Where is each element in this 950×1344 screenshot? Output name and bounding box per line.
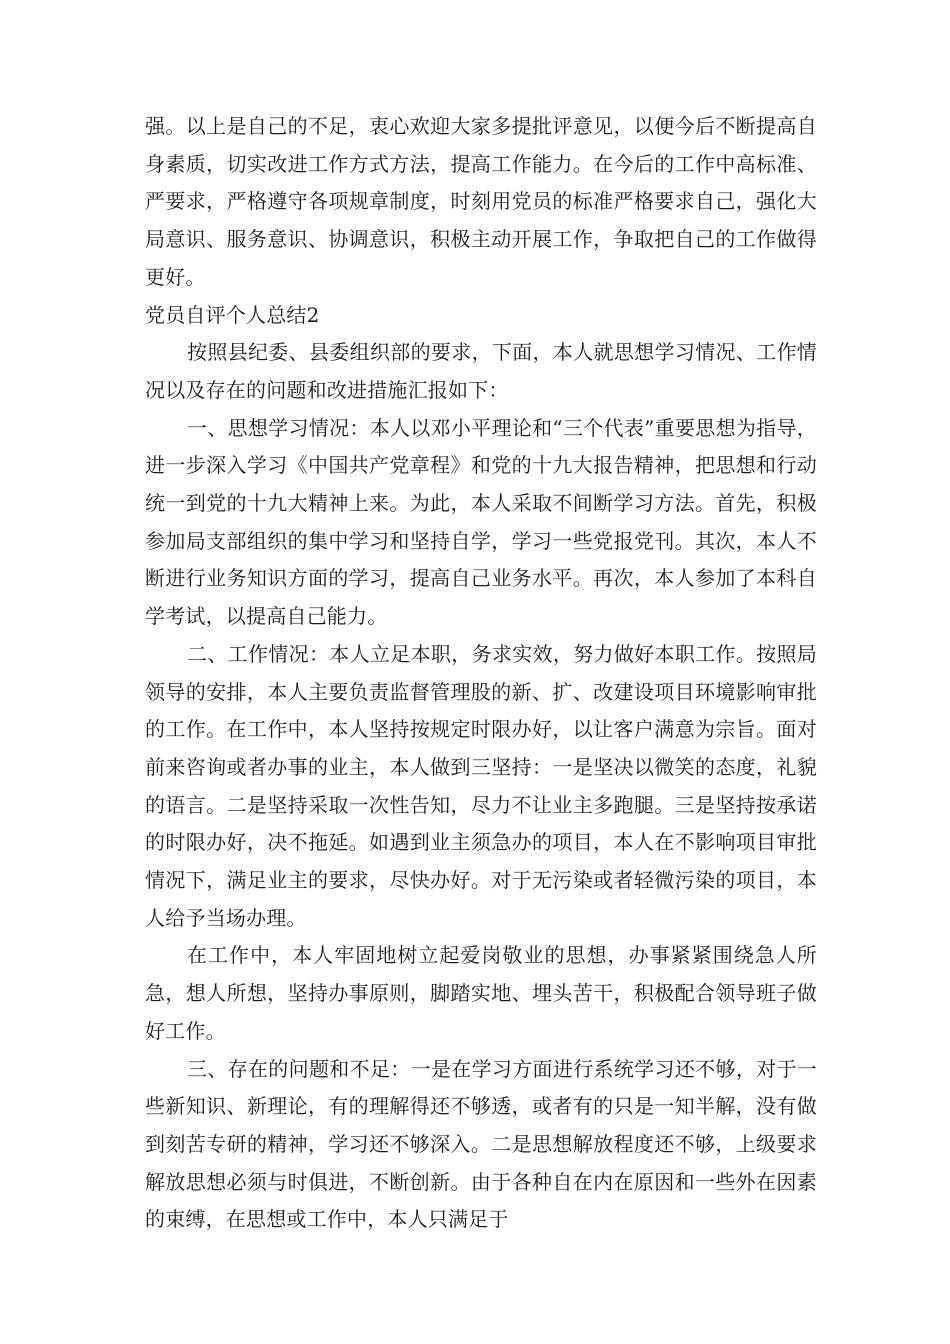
document-page <box>145 108 817 1239</box>
work-paragraph: 二、工作情况：本人立足本职，务求实效，努力做好本职工作。按照局领导的安排，本人主要负责监督管理股的新、扩、改建设项目环境影响审批的工作。在工作中，本人坚持按规定时限办好，以让客户满意为宗旨。面对前来咨询或者办事的业主，本人做到三坚持：一是坚决以微笑的态度，礼貌的语言。二是坚持采取一次性告知，尽力不让业主多跑腿。三是坚持按承诺的时限办好，决不拖延。如遇到业主须急办的项目，本人在不影响项目审批情况下，满足业主的要求，尽快办好。对于无污染或者轻微污染的项目，本人给予当场办理。 <box>145 641 817 930</box>
study-paragraph: 一、思想学习情况：本人以邓小平理论和“三个代表”重要思想为指导，进一步深入学习《中国共产党章程》和党的十九大报告精神，把思想和行动统一到党的十九大精神上来。为此，本人采取不间断学习方法。首先，积极参加局支部组织的集中学习和坚持自学，学习一些党报党刊。其次，本人不断进行业务知识方面的学习，提高自己业务水平。再次，本人参加了本科自学考试，以提高自己能力。 <box>145 415 817 629</box>
problems-paragraph: 三、存在的问题和不足：一是在学习方面进行系统学习还不够，对于一些新知识、新理论，有的理解得还不够透，或者有的只是一知半解，没有做到刻苦专研的精神，学习还不够深入。二是思想解放程度还不够，上级要求解放思想必须与时俱进，不断创新。由于各种自在内在原因和一些外在因素的束缚，在思想或工作中，本人只满足于 <box>145 1056 817 1232</box>
intro-paragraph: 按照县纪委、县委组织部的要求，下面，本人就思想学习情况、工作情况以及存在的问题和改进措施汇报如下： <box>145 340 817 402</box>
attitude-paragraph: 在工作中，本人牢固地树立起爱岗敬业的思想，办事紧紧围绕急人所急，想人所想，坚持办事原则，脚踏实地、埋头苦干，积极配合领导班子做好工作。 <box>145 943 817 1043</box>
continued-paragraph: 强。以上是自己的不足，衷心欢迎大家多提批评意见，以便今后不断提高自身素质，切实改进工作方式方法，提高工作能力。在今后的工作中高标准、严要求，严格遵守各项规章制度，时刻用党员的标准严格要求自己，强化大局意识、服务意识、协调意识，积极主动开展工作，争取把自己的工作做得更好。 <box>145 114 817 289</box>
section-title: 党员自评个人总结2 <box>145 302 320 327</box>
